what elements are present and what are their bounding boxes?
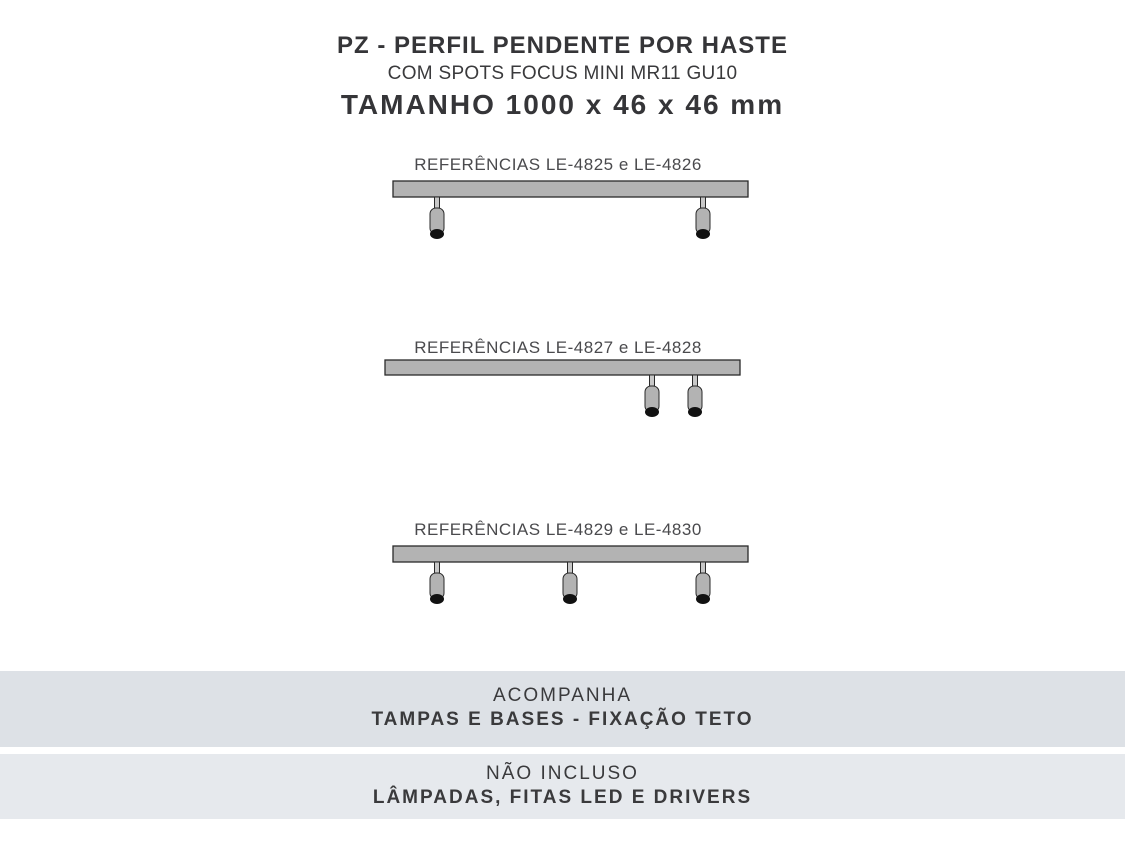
product-subtitle: COM SPOTS FOCUS MINI MR11 GU10: [387, 63, 738, 84]
spot-icon: [430, 562, 444, 604]
variant-2-label: REFERÊNCIAS LE-4827 e LE-4828: [414, 338, 702, 357]
not-included-band: [0, 754, 1125, 819]
includes-heading: ACOMPANHA: [492, 685, 633, 706]
profile-bar: [393, 546, 748, 562]
variant-2-drawing: [385, 360, 740, 417]
includes-items: TAMPAS E BASES - FIXAÇÃO TETO: [371, 709, 754, 730]
spot-icon: [645, 375, 659, 417]
profile-bar: [393, 181, 748, 197]
spot-icon: [696, 562, 710, 604]
profile-bar: [385, 360, 740, 375]
variant-1-drawing: [393, 181, 748, 239]
product-title: PZ - PERFIL PENDENTE POR HASTE: [337, 32, 788, 59]
variant-3-drawing: [393, 546, 748, 604]
not-included-items: LÂMPADAS, FITAS LED E DRIVERS: [372, 787, 753, 808]
spot-icon: [430, 197, 444, 239]
product-size: TAMANHO 1000 x 46 x 46 mm: [340, 89, 785, 120]
spot-icon: [696, 197, 710, 239]
spot-icon: [563, 562, 577, 604]
variant-3-label: REFERÊNCIAS LE-4829 e LE-4830: [414, 520, 702, 539]
includes-band: [0, 671, 1125, 747]
spot-icon: [688, 375, 702, 417]
not-included-heading: NÃO INCLUSO: [486, 763, 639, 784]
variant-1-label: REFERÊNCIAS LE-4825 e LE-4826: [414, 155, 702, 174]
